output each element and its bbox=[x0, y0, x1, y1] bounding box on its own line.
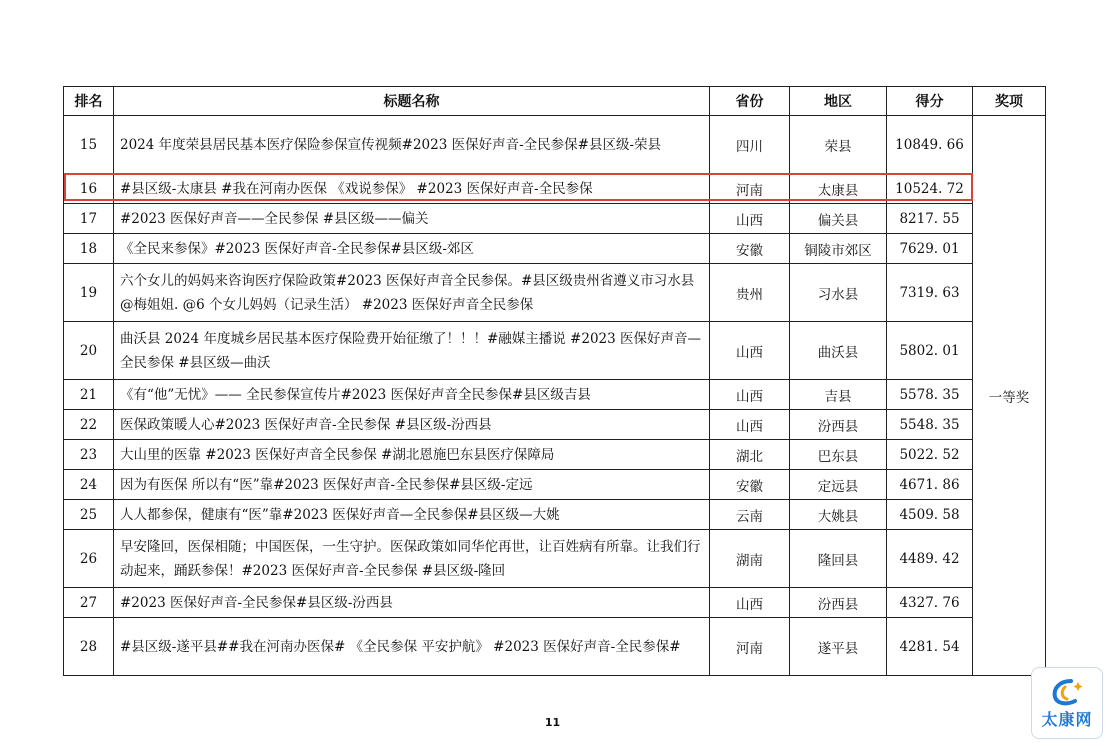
cell-region: 隆回县 bbox=[790, 530, 887, 588]
cell-province: 河南 bbox=[710, 174, 790, 204]
table-row bbox=[64, 410, 1046, 440]
site-logo-icon bbox=[1047, 677, 1087, 707]
cell-title: #县区级-太康县 #我在河南办医保 《戏说参保》 #2023 医保好声音-全民参保 bbox=[114, 174, 710, 204]
header-region: 地区 bbox=[790, 87, 887, 116]
table-row bbox=[64, 588, 1046, 618]
table-row bbox=[64, 618, 1046, 676]
cell-title: 《有“他”无忧》—— 全民参保宣传片#2023 医保好声音全民参保#县区级吉县 bbox=[114, 380, 710, 410]
table-header-row bbox=[64, 87, 1046, 116]
header-score: 得分 bbox=[887, 87, 973, 116]
table-row bbox=[64, 380, 1046, 410]
cell-score: 5578. 35 bbox=[887, 380, 973, 410]
cell-title: 医保政策暖人心#2023 医保好声音-全民参保 #县区级-汾西县 bbox=[114, 410, 710, 440]
cell-rank: 21 bbox=[64, 380, 114, 410]
cell-province: 山西 bbox=[710, 410, 790, 440]
cell-rank: 15 bbox=[64, 116, 114, 174]
cell-region: 吉县 bbox=[790, 380, 887, 410]
cell-region: 汾西县 bbox=[790, 588, 887, 618]
cell-score: 7319. 63 bbox=[887, 264, 973, 322]
cell-region: 汾西县 bbox=[790, 410, 887, 440]
cell-title: #2023 医保好声音-全民参保#县区级-汾西县 bbox=[114, 588, 710, 618]
cell-province: 贵州 bbox=[710, 264, 790, 322]
table-row bbox=[64, 234, 1046, 264]
cell-province: 山西 bbox=[710, 322, 790, 380]
cell-rank: 26 bbox=[64, 530, 114, 588]
cell-province: 安徽 bbox=[710, 234, 790, 264]
table-row-highlighted bbox=[64, 174, 1046, 204]
cell-score: 10849. 66 bbox=[887, 116, 973, 174]
table-row bbox=[64, 530, 1046, 588]
cell-score: 5022. 52 bbox=[887, 440, 973, 470]
cell-score: 5802. 01 bbox=[887, 322, 973, 380]
cell-score: 4327. 76 bbox=[887, 588, 973, 618]
cell-region: 荣县 bbox=[790, 116, 887, 174]
cell-score: 4281. 54 bbox=[887, 618, 973, 676]
header-title: 标题名称 bbox=[114, 87, 710, 116]
watermark-text: 太康网 bbox=[1041, 709, 1093, 729]
cell-title: 六个女儿的妈妈来咨询医疗保险政策#2023 医保好声音全民参保。#县区级贵州省遵义市习水县 @梅姐姐. @6 个女儿妈妈（记录生活） #2023 医保好声音全民参保 bbox=[114, 264, 710, 322]
cell-title: 人人都参保，健康有“医”靠#2023 医保好声音—全民参保#县区级—大姚 bbox=[114, 500, 710, 530]
header-province: 省份 bbox=[710, 87, 790, 116]
cell-title: 曲沃县 2024 年度城乡居民基本医疗保险费开始征缴了！！！#融媒主播说 #2023 医保好声音—全民参保 #县区级—曲沃 bbox=[114, 322, 710, 380]
ranking-table bbox=[63, 86, 1046, 676]
header-rank: 排名 bbox=[64, 87, 114, 116]
cell-rank: 16 bbox=[64, 174, 114, 204]
cell-rank: 20 bbox=[64, 322, 114, 380]
table-row bbox=[64, 500, 1046, 530]
cell-rank: 19 bbox=[64, 264, 114, 322]
cell-title: #县区级-遂平县##我在河南办医保# 《全民参保 平安护航》 #2023 医保好声音-全民参保# bbox=[114, 618, 710, 676]
table-row bbox=[64, 116, 1046, 174]
cell-region: 铜陵市郊区 bbox=[790, 234, 887, 264]
watermark-badge bbox=[1031, 667, 1103, 739]
cell-region: 太康县 bbox=[790, 174, 887, 204]
cell-province: 湖北 bbox=[710, 440, 790, 470]
cell-region: 定远县 bbox=[790, 470, 887, 500]
cell-region: 曲沃县 bbox=[790, 322, 887, 380]
table-row bbox=[64, 204, 1046, 234]
cell-title: 因为有医保 所以有“医”靠#2023 医保好声音-全民参保#县区级-定远 bbox=[114, 470, 710, 500]
cell-title: 2024 年度荣县居民基本医疗保险参保宣传视频#2023 医保好声音-全民参保#县区级-荣县 bbox=[114, 116, 710, 174]
cell-title: 大山里的医靠 #2023 医保好声音全民参保 #湖北恩施巴东县医疗保障局 bbox=[114, 440, 710, 470]
cell-title: 早安隆回，医保相随；中国医保，一生守护。医保政策如同华佗再世，让百姓病有所靠。让我们行动起来，踊跃参保！#2023 医保好声音-全民参保 #县区级-隆回 bbox=[114, 530, 710, 588]
cell-rank: 24 bbox=[64, 470, 114, 500]
cell-rank: 17 bbox=[64, 204, 114, 234]
cell-title: #2023 医保好声音——全民参保 #县区级——偏关 bbox=[114, 204, 710, 234]
cell-province: 安徽 bbox=[710, 470, 790, 500]
cell-region: 大姚县 bbox=[790, 500, 887, 530]
cell-region: 习水县 bbox=[790, 264, 887, 322]
cell-province: 山西 bbox=[710, 380, 790, 410]
ranking-table-container bbox=[63, 86, 1045, 676]
cell-score: 5548. 35 bbox=[887, 410, 973, 440]
cell-title: 《全民来参保》#2023 医保好声音-全民参保#县区级-郊区 bbox=[114, 234, 710, 264]
cell-province: 山西 bbox=[710, 588, 790, 618]
cell-region: 偏关县 bbox=[790, 204, 887, 234]
cell-province: 四川 bbox=[710, 116, 790, 174]
page-number: 11 bbox=[544, 716, 561, 729]
table-row bbox=[64, 470, 1046, 500]
cell-rank: 28 bbox=[64, 618, 114, 676]
cell-rank: 25 bbox=[64, 500, 114, 530]
cell-rank: 27 bbox=[64, 588, 114, 618]
cell-score: 10524. 72 bbox=[887, 174, 973, 204]
cell-award-merged: 一等奖 bbox=[973, 116, 1046, 676]
cell-score: 4671. 86 bbox=[887, 470, 973, 500]
cell-score: 4489. 42 bbox=[887, 530, 973, 588]
cell-province: 云南 bbox=[710, 500, 790, 530]
cell-province: 山西 bbox=[710, 204, 790, 234]
cell-rank: 18 bbox=[64, 234, 114, 264]
cell-score: 8217. 55 bbox=[887, 204, 973, 234]
cell-region: 遂平县 bbox=[790, 618, 887, 676]
table-row bbox=[64, 322, 1046, 380]
table-row bbox=[64, 264, 1046, 322]
cell-province: 河南 bbox=[710, 618, 790, 676]
cell-score: 7629. 01 bbox=[887, 234, 973, 264]
table-row bbox=[64, 440, 1046, 470]
cell-rank: 22 bbox=[64, 410, 114, 440]
header-award: 奖项 bbox=[973, 87, 1046, 116]
cell-province: 湖南 bbox=[710, 530, 790, 588]
cell-score: 4509. 58 bbox=[887, 500, 973, 530]
cell-region: 巴东县 bbox=[790, 440, 887, 470]
cell-rank: 23 bbox=[64, 440, 114, 470]
